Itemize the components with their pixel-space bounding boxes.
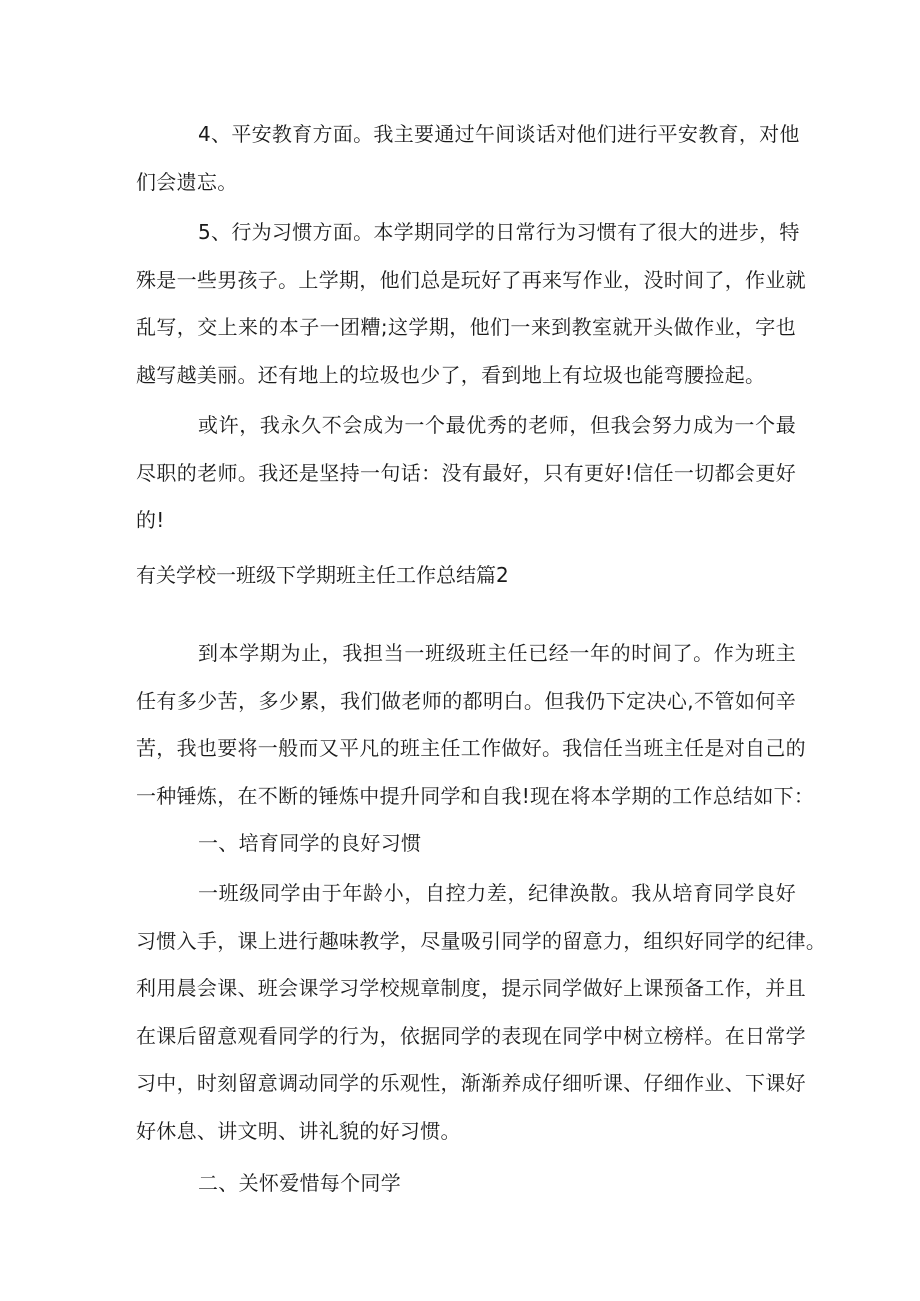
text-line: 殊是一些男孩子。上学期，他们总是玩好了再来写作业，没时间了，作业就 [136,267,806,292]
text-line: 越写越美丽。还有地上的垃圾也少了，看到地上有垃圾也能弯腰捡起。 [136,362,766,387]
subheading-care [136,1160,796,1208]
subheading-text: 二、关怀爱惜每个同学 [198,1171,401,1195]
text-line: 习惯入手，课上进行趣味教学，尽量吸引同学的留意力，组织好同学的纪律。 [136,928,827,953]
text-line: 苦，我也要将一般而又平凡的班主任工作做好。我信任当班主任是对自己的 [136,736,806,760]
text-line: 到本学期为止，我担当一班级班主任已经一年的时间了。作为班主 [198,641,796,665]
section-heading: 有关学校一班级下学期班主任工作总结篇2 [136,563,509,587]
text-line: 乱写，交上来的本子一团糟;这学期，他们一来到教室就开头做作业，字也 [136,315,796,339]
text-line: 尽职的老师。我还是坚持一句话：没有最好，只有更好!信任一切都会更好 [136,460,796,485]
text-line: 好休息、讲文明、讲礼貌的好习惯。 [136,1118,461,1143]
paragraph-behavior-habits [136,209,806,399]
text-line: 任有多少苦，多少累，我们做老师的都明白。但我仍下定决心,不管如何辛 [136,688,796,713]
text-line: 利用晨会课、班会课学习学校规章制度，提示同学做好上课预备工作，并且 [136,976,806,1000]
paragraph-conclusion [136,402,796,545]
text-line: 或许，我永久不会成为一个最优秀的老师，但我会努力成为一个最 [198,413,796,437]
paragraph-safety-education [136,111,800,206]
text-line: 在课后留意观看同学的行为，依据同学的表现在同学中树立榜样。在日常学 [136,1023,806,1048]
text-line: 5、行为习惯方面。本学期同学的日常行为习惯有了很大的进步，特 [198,220,800,244]
subheading-text: 一、培育同学的良好习惯 [198,831,422,855]
text-line: 的! [136,508,165,532]
subheading-habits [136,820,796,868]
text-line: 习中，时刻留意调动同学的乐观性，渐渐养成仔细听课、仔细作业、下课好 [136,1071,806,1095]
text-line: 一班级同学由于年龄小，自控力差，纪律涣散。我从培育同学良好 [198,881,796,905]
text-line: 一种锤炼，在不断的锤炼中提升同学和自我!现在将本学期的工作总结如下： [136,783,815,808]
text-line: 们会遗忘。 [136,169,238,194]
paragraph-intro [136,630,815,820]
text-line: 4、平安教育方面。我主要通过午间谈话对他们进行平安教育，对他 [198,122,800,146]
paragraph-habits-body [136,870,827,1155]
